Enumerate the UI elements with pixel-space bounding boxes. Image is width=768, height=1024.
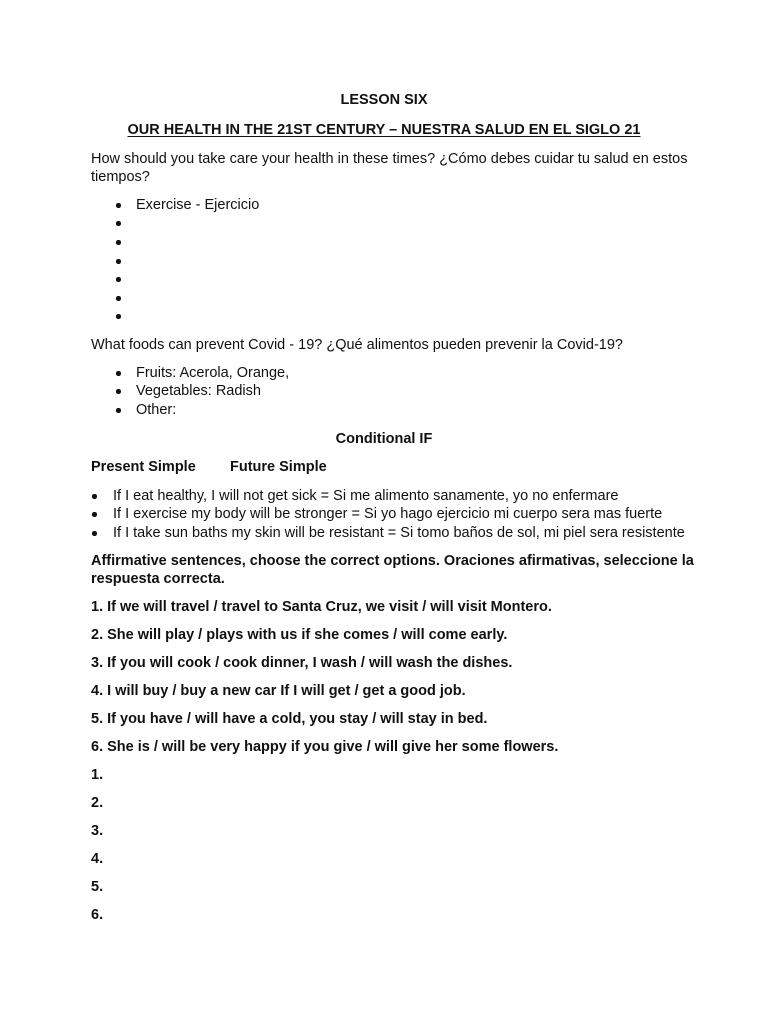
question-foods: What foods can prevent Covid - 19? ¿Qué alimentos pueden prevenir la Covid-19? [91,337,623,353]
answer-number: 1. [91,767,104,783]
example-sentence: If I exercise my body will be stronger = Si yo hago ejercicio mi cuerpo sera mas fuerte [113,506,663,522]
section-title-conditional: Conditional IF [335,431,433,447]
bullet-marker [116,203,121,208]
answer-number: 2. [91,795,104,811]
exercise-sentence: 1. If we will travel / travel to Santa Cruz, we visit / will visit Montero. [91,599,552,615]
empty-bullet [116,240,121,245]
question-health-line1: How should you take care your health in these times? ¿Cómo debes cuidar tu salud en estos [91,151,688,167]
bullet-marker [116,408,121,413]
bullet-marker [116,389,121,394]
exercise-sentence: 4. I will buy / buy a new car If I will get / get a good job. [91,683,466,699]
lesson-subtitle: OUR HEALTH IN THE 21ST CENTURY – NUESTRA SALUD EN EL SIGLO 21 [127,122,641,138]
empty-bullet [116,314,121,319]
instructions-line2: respuesta correcta. [91,571,225,587]
exercise-sentence: 6. She is / will be very happy if you give / will give her some flowers. [91,739,559,755]
list-item: Fruits: Acerola, Orange, [136,365,290,381]
answer-number: 6. [91,907,104,923]
empty-bullet [116,277,121,282]
list-item: Vegetables: Radish [136,383,261,399]
empty-bullet [116,221,121,226]
instructions-line1: Affirmative sentences, choose the correct options. Oraciones afirmativas, seleccione la [91,553,694,569]
list-item: Other: [136,402,177,418]
answer-number: 3. [91,823,104,839]
example-sentence: If I eat healthy, I will not get sick = Si me alimento sanamente, yo no enfermare [113,488,619,504]
lesson-title: LESSON SIX [340,92,428,108]
tense-label-future: Future Simple [230,459,327,475]
exercise-sentence: 2. She will play / plays with us if she comes / will come early. [91,627,508,643]
empty-bullet [116,259,121,264]
empty-bullet [116,296,121,301]
tense-label-present: Present Simple [91,459,196,475]
answer-number: 4. [91,851,104,867]
question-health-line2: tiempos? [91,169,150,185]
bullet-marker [92,512,97,517]
bullet-marker [116,371,121,376]
list-item: Exercise - Ejercicio [136,197,260,213]
exercise-sentence: 5. If you have / will have a cold, you stay / will stay in bed. [91,711,488,727]
exercise-sentence: 3. If you will cook / cook dinner, I wash / will wash the dishes. [91,655,513,671]
answer-number: 5. [91,879,104,895]
bullet-marker [92,531,97,536]
example-sentence: If I take sun baths my skin will be resistant = Si tomo baños de sol, mi piel sera resistente [113,525,685,541]
bullet-marker [92,494,97,499]
